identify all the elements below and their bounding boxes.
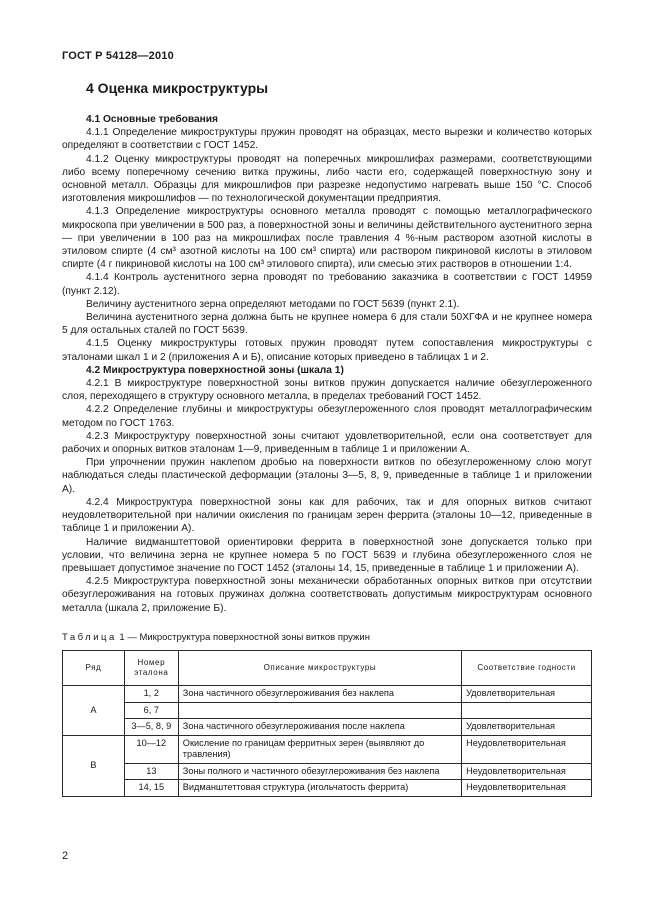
table-header-row	[63, 651, 592, 686]
status-cell: Удовлетворительная	[462, 719, 592, 736]
paragraph: Величина аустенитного зерна должна быть не крупнее номера 6 для стали 50ХГФА и не крупнее номера 5 для остальных сталей по ГОСТ 5639.	[62, 312, 592, 337]
body-text	[62, 113, 592, 615]
status-cell: Удовлетворительная	[462, 686, 592, 703]
paragraph: 4.1.2 Оценку микроструктуры проводят на поперечных микрошлифах размерами, соответствующими либо всему поперечному сечению витка пружины, либо части его, содержащей поверхностную зону и основной металл. Образцы для микрошлифов при разрезке недопустимо нагревать выше 150 °С. Способ изготовления микрошлифов — по технологической документации предприятия.	[62, 153, 592, 205]
paragraph: 4.2.4 Микроструктура поверхностной зоны как для рабочих, так и для опорных витков считают неудовлетворительной при наличии окисления по границам зерен феррита (эталоны 10—12, приведенные в таблице 1 и приложении А).	[62, 496, 592, 535]
table-caption-word: Таблица	[62, 632, 117, 643]
table-row	[63, 735, 592, 763]
description-cell: Видманштеттовая структура (игольчатость феррита)	[178, 780, 461, 797]
status-cell: Неудовлетворительная	[462, 780, 592, 797]
paragraph: 4.2.5 Микроструктура поверхностной зоны механически обработанных опорных витков при отсутствии обезуглероживания на готовых пружинах должна соответствовать допустимым микроструктурам основного металла (шкала 2, приложение Б).	[62, 576, 592, 614]
paragraph: 4.2.1 В микроструктуре поверхностной зоны витков пружин допускается наличие обезуглероженного слоя, переходящего в структуру основного металла, в пределах требований ГОСТ 1452.	[62, 378, 592, 403]
col-header-row-group: Ряд	[63, 651, 125, 686]
paragraph: 4.1.5 Оценку микроструктуры готовых пружин проводят путем сопоставления микроструктуры с эталонами шкал 1 и 2 (приложения А и Б), описание которых приведено в таблицах 1 и 2.	[62, 338, 592, 363]
col-header-conformity: Соответствие годности	[462, 651, 592, 686]
etalon-cell: 14, 15	[124, 780, 178, 797]
description-cell	[178, 702, 461, 719]
table-row	[63, 686, 592, 703]
page-number: 2	[62, 850, 69, 862]
table-row	[63, 702, 592, 719]
etalon-cell: 10—12	[124, 735, 178, 763]
status-cell: Неудовлетворительная	[462, 735, 592, 763]
paragraph: 4.1.3 Определение микроструктуры основного металла проводят с помощью металлографического микроскопа при увеличении в 500 раз, а поверхностной зоны и величины действительного аустенитного зерна — при увеличении в 100 раз на микрошлифах после травления 4 %-ным раствором азотной кислоты в этиловом спирте (4 см³ азотной кислоты на 100 см³ спирта) или раствором пикриновой кислоты в этиловом спирте (4 г пикриновой кислоты на 100 см³ этилового спирта), или смесью этих растворов в отношении 1:4.	[62, 206, 592, 271]
section-title: 4 Оценка микроструктуры	[86, 80, 269, 96]
status-cell: Неудовлетворительная	[462, 763, 592, 780]
col-header-etalon: Номер эталона	[124, 651, 178, 686]
document-header: ГОСТ Р 54128—2010	[62, 50, 174, 62]
paragraph: 4.2.3 Микроструктуру поверхностной зоны считают удовлетворительной, если она соответствует для рабочих и опорных витков эталонам 1—9, приведенным в таблице 1 и приложении А.	[62, 430, 592, 456]
paragraph: 4.1.1 Определение микроструктуры пружин проводят на образцах, место вырезки и количество которых определяют в соответствии с ГОСТ 1452.	[62, 127, 592, 152]
table-row	[63, 719, 592, 736]
paragraph: 4.1.4 Контроль аустенитного зерна проводят по требованию заказчика в соответствии с ГОСТ 14959 (пункт 2.12).	[62, 272, 592, 297]
microstructure-table	[62, 650, 592, 797]
col-header-description: Описание микроструктуры	[178, 651, 461, 686]
etalon-cell: 6, 7	[124, 702, 178, 719]
table-caption-text: 1 — Микроструктура поверхностной зоны витков пружин	[119, 632, 370, 643]
table-row	[63, 780, 592, 797]
table-row	[63, 763, 592, 780]
status-cell	[462, 702, 592, 719]
etalon-cell: 13	[124, 763, 178, 780]
description-cell: Зона частичного обезуглероживания без наклепа	[178, 686, 461, 703]
etalon-cell: 3—5, 8, 9	[124, 719, 178, 736]
description-cell: Окисление по границам ферритных зерен (выявляют до травления)	[178, 735, 461, 763]
description-cell: Зона частичного обезуглероживания после наклепа	[178, 719, 461, 736]
paragraph: При упрочнении пружин наклепом дробью на поверхности витков по обезуглероженному слою могут наблюдаться следы пластической деформации (эталоны 3—5, 8, 9, приведенные в таблице 1 и приложении А).	[62, 457, 592, 495]
etalon-cell: 1, 2	[124, 686, 178, 703]
row-group-label: А	[63, 686, 125, 736]
paragraph: Наличие видманштеттовой ориентировки феррита в поверхностной зоне допускается только при условии, что величина зерна не крупнее номера 5 по ГОСТ 5639 и глубина обезуглероженного слоя не превышает допустимое значение по ГОСТ 1452 (эталоны 14, 15, приведенные в таблице 1 и приложении А).	[62, 536, 592, 574]
paragraph: 4.2.2 Определение глубины и микроструктуры обезуглероженного слоя проводят металлографическим методом по ГОСТ 1763.	[62, 404, 592, 429]
subsection-heading: 4.1 Основные требования	[86, 114, 218, 125]
row-group-label: В	[63, 735, 125, 796]
paragraph: Величину аустенитного зерна определяют методами по ГОСТ 5639 (пункт 2.1).	[86, 298, 460, 310]
table-caption	[62, 632, 370, 643]
description-cell: Зоны полного и частичного обезуглероживания без наклепа	[178, 763, 461, 780]
subsection-heading: 4.2 Микроструктура поверхностной зоны (шкала 1)	[86, 364, 344, 376]
